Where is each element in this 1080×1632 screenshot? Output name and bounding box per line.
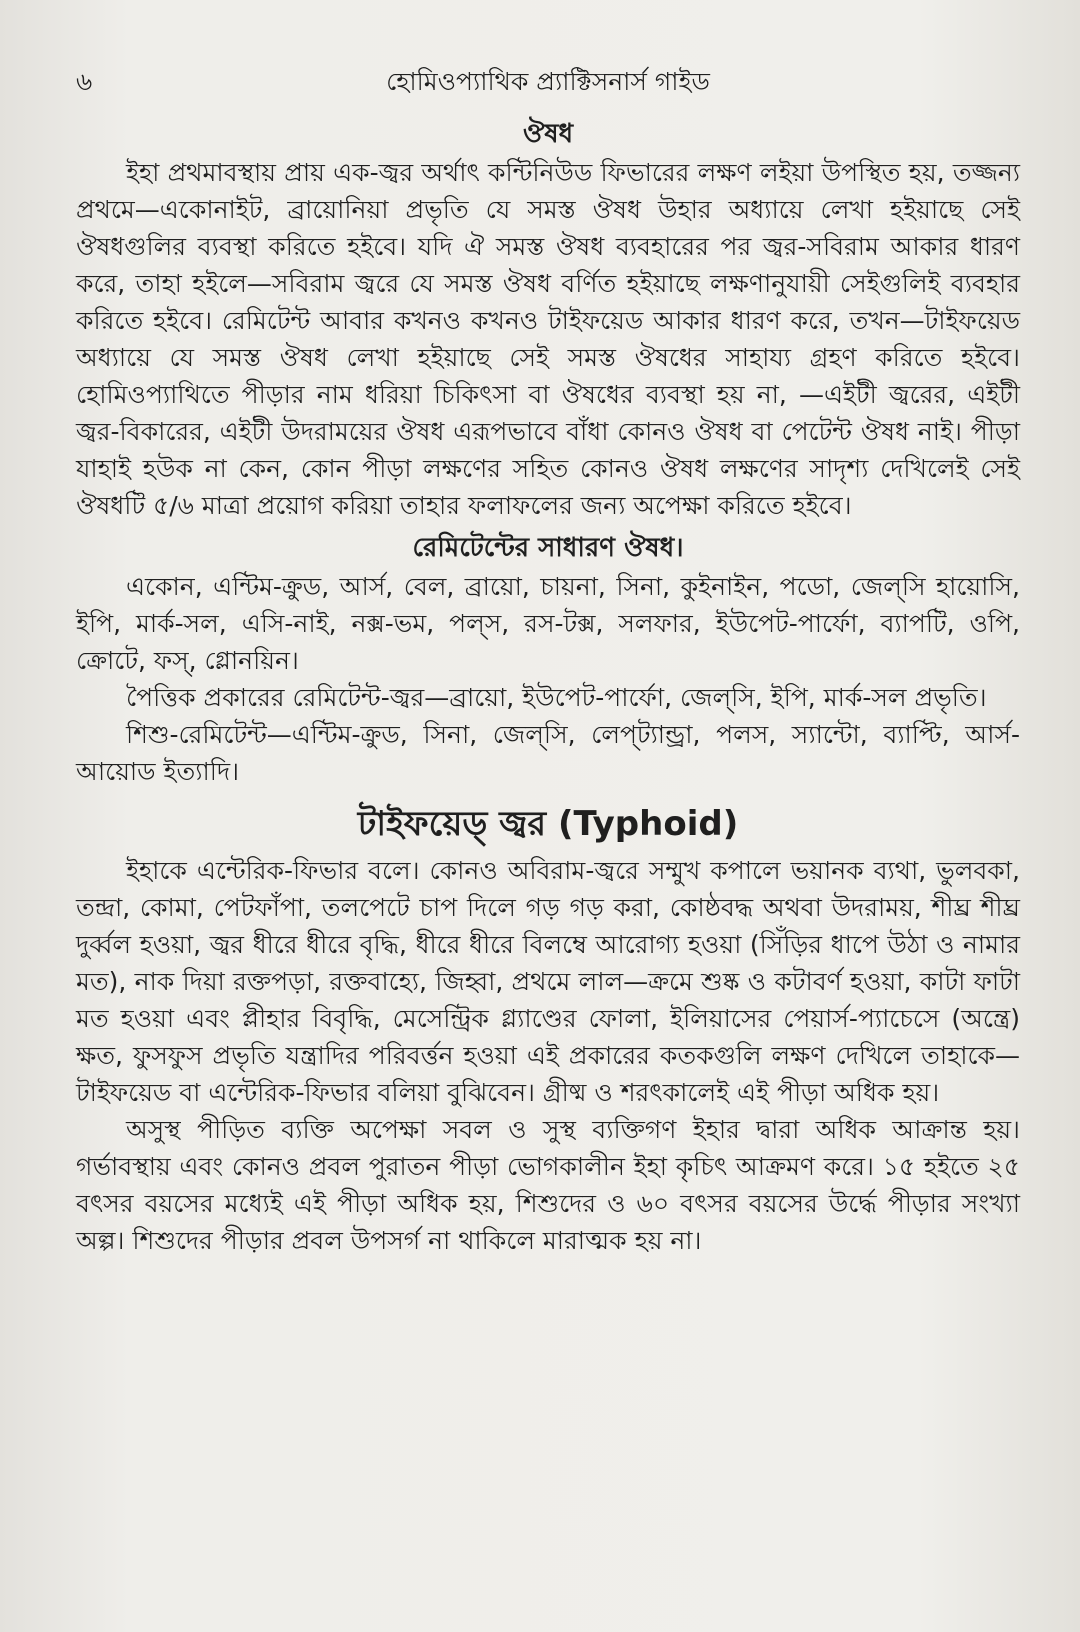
medicine-paragraph: ইহা প্রথমাবস্থায় প্রায় এক-জ্বর অর্থাৎ কন্টিনিউড ফিভারের লক্ষণ লইয়া উপস্থিত হয়, তজ্জন্য প্রথমে—একোনাইট, ব্রায়োনিয়া প্রভৃতি যে সমস্ত ঔষধ উহার অধ্যায়ে লেখা হইয়াছে সেই ঔষধগুলির ব্যবস্থা করিতে হইবে। যদি ঐ সমস্ত ঔষধ ব্যবহারের পর জ্বর-সবিরাম আকার ধারণ করে, তাহা হইলে—সবিরাম জ্বরে যে সমস্ত ঔষধ বর্ণিত হইয়াছে লক্ষণানুযায়ী সেইগুলিই ব্যবহার করিতে হইবে। রেমিটেন্ট আবার কখনও কখনও টাইফয়েড আকার ধারণ করে, তখন—টাইফয়েড অধ্যায়ে যে সমস্ত ঔষধ লেখা হইয়াছে সেই সমস্ত ঔষধের সাহায্য গ্রহণ করিতে হইবে। হোমিওপ্যাথিতে পীড়ার নাম ধরিয়া চিকিৎসা বা ঔষধের ব্যবস্থা হয় না, —এইটী জ্বরের, এইটী জ্বর-বিকারের, এইটী উদরাময়ের ঔষধ এরূপভাবে বাঁধা কোনও ঔষধ বা পেটেন্ট ঔষধ নাই। পীড়া যাহাই হউক না কেন, কোন পীড়া লক্ষণের সহিত কোনও ঔষধ লক্ষণের সাদৃশ্য দেখিলেই সেই ঔষধটি ৫/৬ মাত্রা প্রয়োগ করিয়া তাহার ফলাফলের জন্য অপেক্ষা করিতে হইবে। (76, 158, 1020, 520)
page-header (76, 62, 1020, 110)
remittent-paragraph-2: পৈত্তিক প্রকারের রেমিটেন্ট-জ্বর—ব্রায়ো, ইউপেট-পার্ফো, জেল্‌সি, ইপি, মার্ক-সল প্রভৃতি। (126, 683, 987, 712)
running-title: হোমিওপ্যাথিক প্র্যাক্টিসনার্স গাইড (386, 67, 710, 96)
remittent-paragraph-3: শিশু-রেমিটেন্ট—এন্টিম-ক্রুড, সিনা, জেল্‌সি, লেপ্‌ট্যান্ড্রা, পলস, স্যান্টো, ব্যাপ্টি, আর্স-আয়োড ইত্যাদি। (76, 720, 1020, 786)
remittent-heading: রেমিটেন্টের সাধারণ ঔষধ। (412, 533, 684, 563)
typhoid-heading: টাইফয়েড্‌ জ্বর (Typhoid) (357, 804, 739, 844)
medicine-heading: ঔষধ (522, 119, 574, 149)
remittent-paragraph-1: একোন, এন্টিম-ক্রুড, আর্স, বেল, ব্রায়ো, চায়না, সিনা, কুইনাইন, পডো, জেল্‌সি হায়োসি, ইপি, মার্ক-সল, এসি-নাই, নক্স-ভম, পল্‌স, রস-টক্স, সলফার, ইউপেট-পার্ফো, ব্যাপটি, ওপি, ক্রোটে, ফস্‌, গ্লোনয়িন। (76, 572, 1020, 675)
typhoid-paragraph-1: ইহাকে এন্টেরিক-ফিভার বলে। কোনও অবিরাম-জ্বরে সম্মুখ কপালে ভয়ানক ব্যথা, ভুলবকা, তন্দ্রা, কোমা, পেটফাঁপা, তলপেটে চাপ দিলে গড় গড় করা, কোষ্ঠবদ্ধ অথবা উদরাময়, শীঘ্র শীঘ্র দুর্ব্বল হওয়া, জ্বর ধীরে ধীরে বৃদ্ধি, ধীরে ধীরে বিলম্বে আরোগ্য হওয়া (সিঁড়ির ধাপে উঠা ও নামার মত), নাক দিয়া রক্তপড়া, রক্তবাহ্যে, জিহ্বা, প্রথমে লাল—ক্রমে শুষ্ক ও কটাবর্ণ হওয়া, কাটা ফাটা মত হওয়া এবং প্লীহার বিবৃদ্ধি, মেসেন্ট্রিক গ্ল্যাণ্ডের ফোলা, ইলিয়াসের পেয়ার্স-প্যাচেসে (অন্ত্রে) ক্ষত, ফুসফুস প্রভৃতি যন্ত্রাদির পরিবর্ত্তন হওয়া এই প্রকারের কতকগুলি লক্ষণ দেখিলে তাহাকে—টাইফয়েড বা এন্টেরিক-ফিভার বলিয়া বুঝিবেন। গ্রীষ্ম ও শরৎকালেই এই পীড়া অধিক হয়। (76, 856, 1020, 1107)
typhoid-paragraph-2: অসুস্থ পীড়িত ব্যক্তি অপেক্ষা সবল ও সুস্থ ব্যক্তিগণ ইহার দ্বারা অধিক আক্রান্ত হয়। গর্ভাবস্থায় এবং কোনও প্রবল পুরাতন পীড়া ভোগকালীন ইহা কৃচিৎ আক্রমণ করে। ১৫ হইতে ২৫ বৎসর বয়সের মধ্যেই এই পীড়া অধিক হয়, শিশুদের ও ৬০ বৎসর বয়সের উর্দ্ধে পীড়ার সংখ্যা অল্প। শিশুদের পীড়ার প্রবল উপসর্গ না থাকিলে মারাত্মক হয় না। (76, 1115, 1020, 1255)
page-number: ৬ (76, 67, 93, 96)
